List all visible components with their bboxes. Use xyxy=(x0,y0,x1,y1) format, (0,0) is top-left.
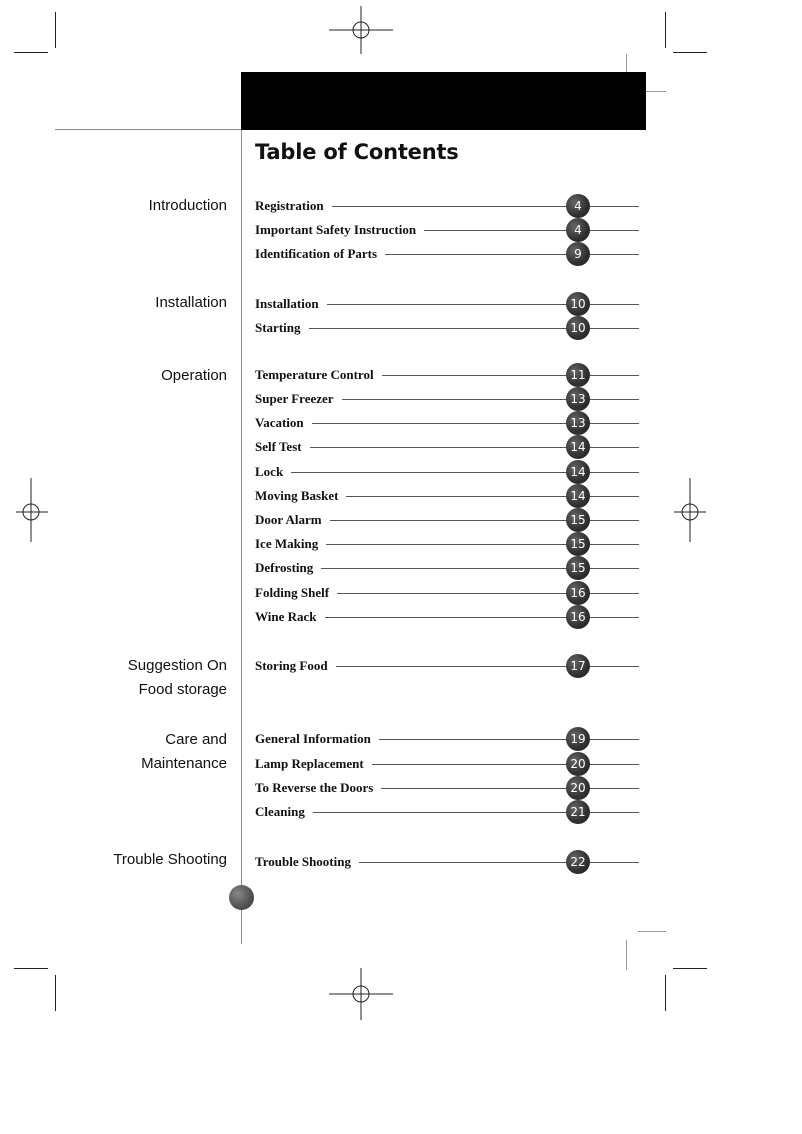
toc-entry[interactable] xyxy=(255,802,639,822)
toc-entry-label: Installation xyxy=(255,294,327,314)
toc-entry-label: Registration xyxy=(255,196,332,216)
toc-entry-label: Door Alarm xyxy=(255,510,330,530)
toc-entry-label: Super Freezer xyxy=(255,389,342,409)
section-title-care xyxy=(141,728,227,776)
crop-mark xyxy=(55,975,56,1011)
header-rule xyxy=(55,129,241,130)
toc-entry[interactable] xyxy=(255,196,639,216)
toc-entry-label: Identification of Parts xyxy=(255,244,385,264)
toc-entry-label: Lamp Replacement xyxy=(255,754,372,774)
toc-entry[interactable] xyxy=(255,583,639,603)
page-number-badge: 19 xyxy=(566,727,590,751)
toc-entry[interactable] xyxy=(255,729,639,749)
section-title-line: Food storage xyxy=(138,681,227,698)
section-title-line: Operation xyxy=(161,367,227,384)
page-title: Table of Contents xyxy=(255,140,459,164)
toc-entry-label: Moving Basket xyxy=(255,486,346,506)
page-number-badge: 4 xyxy=(566,218,590,242)
toc-entry-label: Ice Making xyxy=(255,534,326,554)
toc-entry-label: Trouble Shooting xyxy=(255,852,359,872)
page-number-badge: 14 xyxy=(566,484,590,508)
page-number-badge: 21 xyxy=(566,800,590,824)
toc-entry[interactable] xyxy=(255,486,639,506)
registration-mark-icon xyxy=(329,0,393,64)
toc-entry[interactable] xyxy=(255,852,639,872)
section-title-line: Care and xyxy=(165,731,227,748)
page-number-badge: 20 xyxy=(566,752,590,776)
toc-entry-label: Lock xyxy=(255,462,291,482)
toc-entry[interactable] xyxy=(255,244,639,264)
registration-mark-icon xyxy=(329,962,393,1026)
toc-entry-label: Self Test xyxy=(255,437,310,457)
toc-entry-label: Important Safety Instruction xyxy=(255,220,424,240)
trim-mark xyxy=(638,931,666,932)
page-number-badge: 9 xyxy=(566,242,590,266)
toc-entry[interactable] xyxy=(255,510,639,530)
section-title-line: Trouble Shooting xyxy=(113,851,227,868)
toc-entry-label: Wine Rack xyxy=(255,607,325,627)
toc-entry-label: Starting xyxy=(255,318,309,338)
toc-entry[interactable] xyxy=(255,318,639,338)
toc-entry[interactable] xyxy=(255,220,639,240)
page-marker-dot xyxy=(229,885,254,910)
section-title-line: Suggestion On xyxy=(127,657,227,674)
toc-entry-label: Vacation xyxy=(255,413,312,433)
section-title-operation xyxy=(161,364,227,388)
page-number-badge: 15 xyxy=(566,508,590,532)
toc-entry[interactable] xyxy=(255,413,639,433)
page-number-badge: 20 xyxy=(566,776,590,800)
section-title-introduction xyxy=(149,194,227,218)
page-number-badge: 22 xyxy=(566,850,590,874)
crop-mark xyxy=(14,52,48,53)
crop-mark xyxy=(665,975,666,1011)
registration-mark-icon xyxy=(0,478,64,542)
toc-entry[interactable] xyxy=(255,437,639,457)
page-number-badge: 16 xyxy=(566,605,590,629)
header-banner xyxy=(241,72,646,130)
section-title-line: Installation xyxy=(155,294,227,311)
registration-mark-icon xyxy=(658,478,722,542)
toc-entry[interactable] xyxy=(255,462,639,482)
toc-entry[interactable] xyxy=(255,534,639,554)
toc-entry-label: Folding Shelf xyxy=(255,583,337,603)
toc-entry-label: Defrosting xyxy=(255,558,321,578)
page-number-badge: 13 xyxy=(566,411,590,435)
trim-mark xyxy=(626,54,627,72)
toc-entry[interactable] xyxy=(255,754,639,774)
toc-entry[interactable] xyxy=(255,778,639,798)
toc-entry-label: General Information xyxy=(255,729,379,749)
page-number-badge: 10 xyxy=(566,292,590,316)
page-number-badge: 11 xyxy=(566,363,590,387)
toc-entry[interactable] xyxy=(255,656,639,676)
toc-entry[interactable] xyxy=(255,365,639,385)
page-number-badge: 14 xyxy=(566,460,590,484)
page-number-badge: 17 xyxy=(566,654,590,678)
crop-mark xyxy=(55,12,56,48)
toc-entry-label: To Reverse the Doors xyxy=(255,778,381,798)
trim-mark xyxy=(646,91,666,92)
page-number-badge: 4 xyxy=(566,194,590,218)
crop-mark xyxy=(14,968,48,969)
toc-entry[interactable] xyxy=(255,558,639,578)
toc-entry[interactable] xyxy=(255,294,639,314)
page-number-badge: 10 xyxy=(566,316,590,340)
toc-entry[interactable] xyxy=(255,389,639,409)
section-title-trouble xyxy=(113,848,227,872)
crop-mark xyxy=(665,12,666,48)
page-number-badge: 15 xyxy=(566,532,590,556)
crop-mark xyxy=(673,968,707,969)
toc-entry[interactable] xyxy=(255,607,639,627)
section-title-suggestion xyxy=(128,654,227,702)
page-number-badge: 14 xyxy=(566,435,590,459)
page-number-badge: 16 xyxy=(566,581,590,605)
page-number-badge: 15 xyxy=(566,556,590,580)
toc-entry-label: Storing Food xyxy=(255,656,336,676)
section-title-installation xyxy=(155,291,227,315)
page-number-badge: 13 xyxy=(566,387,590,411)
section-title-line: Introduction xyxy=(148,197,227,214)
page-divider xyxy=(241,72,242,944)
toc-entry-label: Temperature Control xyxy=(255,365,382,385)
crop-mark xyxy=(673,52,707,53)
trim-mark xyxy=(626,940,627,970)
section-title-line: Maintenance xyxy=(141,755,227,772)
toc-entry-label: Cleaning xyxy=(255,802,313,822)
